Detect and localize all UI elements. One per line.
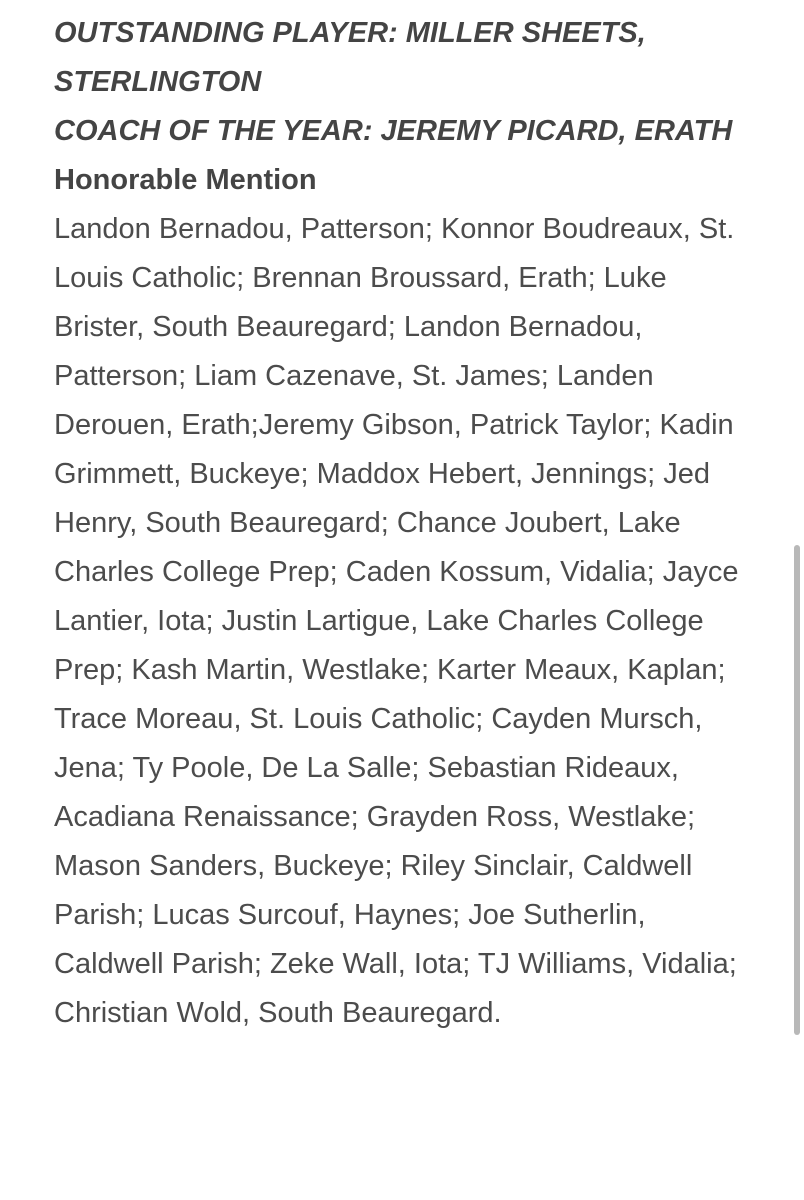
scrollbar-thumb[interactable] (794, 545, 800, 1035)
honorable-mention-list: Landon Bernadou, Patterson; Konnor Boudreaux, St. Louis Catholic; Brennan Broussard, Erath; Luke Brister, South Beauregard; Landon Bernadou, Patterson; Liam Cazenave, St. James; Landen Derouen, Erath;Jeremy Gibson, Patrick Taylor; Kadin Grimmett, Buckeye; Maddox Hebert, Jennings; Jed Henry, South Beauregard; Chance Joubert, Lake Charles College Prep; Caden Kossum, Vidalia; Jayce Lantier, Iota; Justin Lartigue, Lake Charles College Prep; Kash Martin, Westlake; Karter Meaux, Kaplan; Trace Moreau, St. Louis Catholic; Cayden Mursch, Jena; Ty Poole, De La Salle; Sebastian Rideaux, Acadiana Renaissance; Grayden Ross, Westlake; Mason Sanders, Buckeye; Riley Sinclair, Caldwell Parish; Lucas Surcouf, Haynes; Joe Sutherlin, Caldwell Parish; Zeke Wall, Iota; TJ Williams, Vidalia; Christian Wold, South Beauregard. (54, 213, 739, 1029)
outstanding-player-award: OUTSTANDING PLAYER: MILLER SHEETS, STERLINGTON (54, 17, 646, 98)
article-content (54, 9, 754, 1038)
coach-of-year-award: COACH OF THE YEAR: JEREMY PICARD, ERATH (54, 115, 733, 147)
honorable-mention-heading: Honorable Mention (54, 164, 317, 196)
